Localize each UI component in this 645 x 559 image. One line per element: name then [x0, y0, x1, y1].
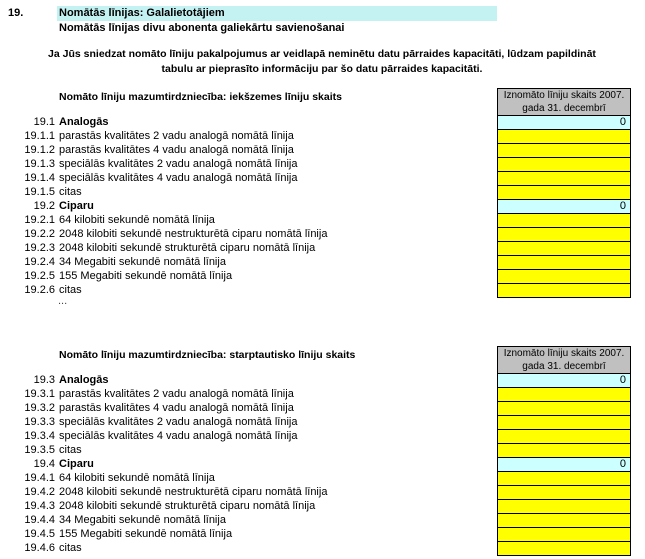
row-label-text: 155 Megabiti sekundē nomātā līnija — [59, 270, 233, 282]
continuation-ellipsis: ... — [58, 295, 68, 307]
input-cell[interactable] — [498, 242, 630, 256]
row-label-text: 34 Megabiti sekundē nomātā līnija — [59, 514, 226, 526]
input-cell[interactable] — [498, 388, 630, 402]
row-label-text: 2048 kilobiti sekundē strukturētā ciparu nomātā līnija — [59, 500, 316, 512]
row-label — [0, 527, 495, 541]
instruction-note-line1: Ja Jūs sniedzat nomāto līniju pakalpojumus ar veidlapā neminētu datu pārraides kapacitāti, lūdzam papildināt — [48, 48, 596, 60]
row-number: 19.3.4 — [24, 430, 55, 442]
values-column-header-line2: gada 31. decembrī — [522, 103, 606, 114]
row-label — [0, 541, 495, 555]
row-label — [0, 415, 495, 429]
row-label-text: speciālās kvalitātes 2 vadu analogā nomātā līnija — [59, 158, 298, 170]
row-label-text: citas — [59, 186, 82, 198]
section-title: Nomāto līniju mazumtirdzniecība: starptautisko līniju skaits — [59, 349, 356, 361]
row-label-text: parastās kvalitātes 2 vadu analogā nomātā līnija — [59, 130, 294, 142]
instruction-note-line2: tabulu ar pieprasīto informāciju par šo datu pārraides kapacitāti. — [161, 63, 483, 75]
input-cell[interactable] — [498, 214, 630, 228]
input-cell[interactable] — [498, 444, 630, 458]
row-label — [0, 129, 495, 143]
row-number: 19.1.2 — [24, 144, 55, 156]
row-number: 19.1.4 — [24, 172, 55, 184]
row-label-text: Analogās — [59, 116, 109, 128]
input-cell[interactable] — [498, 514, 630, 528]
page-title: Nomātās līnijas: Galalietotājiem — [57, 6, 497, 21]
row-label — [0, 255, 495, 269]
row-label — [0, 227, 495, 241]
input-cell[interactable] — [498, 144, 630, 158]
row-label-text: speciālās kvalitātes 4 vadu analogā nomātā līnija — [59, 172, 298, 184]
row-label-text: parastās kvalitātes 4 vadu analogā nomātā līnija — [59, 402, 294, 414]
row-label-text: Ciparu — [59, 200, 94, 212]
row-label-text: 2048 kilobiti sekundē nestrukturētā ciparu nomātā līnija — [59, 486, 328, 498]
values-cells — [498, 116, 630, 297]
row-label — [0, 213, 495, 227]
row-number: 19.4.1 — [24, 472, 55, 484]
row-number: 19.2 — [33, 200, 55, 212]
row-label — [0, 241, 495, 255]
item-number: 19. — [8, 7, 24, 19]
section-title: Nomāto līniju mazumtirdzniecība: iekšzemes līniju skaits — [59, 91, 342, 103]
row-number: 19.4.6 — [24, 542, 55, 554]
row-number: 19.2.3 — [24, 242, 55, 254]
row-label-text: 64 kilobiti sekundē nomātā līnija — [59, 214, 215, 226]
subtotal-cell[interactable]: 0 — [498, 374, 630, 388]
row-number: 19.3.3 — [24, 416, 55, 428]
row-label-text: Ciparu — [59, 458, 94, 470]
row-label — [0, 401, 495, 415]
row-label — [0, 471, 495, 485]
input-cell[interactable] — [498, 228, 630, 242]
values-column — [497, 88, 631, 298]
row-number: 19.2.6 — [24, 284, 55, 296]
row-number: 19.3.1 — [24, 388, 55, 400]
values-column — [497, 346, 631, 556]
row-label — [0, 513, 495, 527]
instruction-note — [22, 47, 622, 77]
values-cells — [498, 374, 630, 555]
row-number: 19.1.1 — [24, 130, 55, 142]
input-cell[interactable] — [498, 130, 630, 144]
row-number: 19.4.5 — [24, 528, 55, 540]
row-label-text: 64 kilobiti sekundē nomātā līnija — [59, 472, 215, 484]
row-label — [0, 171, 495, 185]
values-column-header — [498, 347, 630, 374]
input-cell[interactable] — [498, 284, 630, 297]
row-label — [0, 387, 495, 401]
row-labels-column — [0, 115, 495, 297]
input-cell[interactable] — [498, 256, 630, 270]
subtotal-cell[interactable]: 0 — [498, 200, 630, 214]
input-cell[interactable] — [498, 402, 630, 416]
row-label-text: citas — [59, 284, 82, 296]
row-labels-column — [0, 373, 495, 555]
input-cell[interactable] — [498, 542, 630, 555]
row-number: 19.3.5 — [24, 444, 55, 456]
input-cell[interactable] — [498, 500, 630, 514]
row-label — [0, 185, 495, 199]
row-label-text: speciālās kvalitātes 4 vadu analogā nomātā līnija — [59, 430, 298, 442]
row-label — [0, 373, 495, 387]
row-label — [0, 157, 495, 171]
row-label — [0, 269, 495, 283]
input-cell[interactable] — [498, 486, 630, 500]
row-number: 19.4.4 — [24, 514, 55, 526]
row-number: 19.2.1 — [24, 214, 55, 226]
row-label — [0, 443, 495, 457]
input-cell[interactable] — [498, 528, 630, 542]
row-label-text: citas — [59, 444, 82, 456]
values-column-header-line2: gada 31. decembrī — [522, 361, 606, 372]
row-label-text: parastās kvalitātes 4 vadu analogā nomātā līnija — [59, 144, 294, 156]
subtotal-cell[interactable]: 0 — [498, 458, 630, 472]
input-cell[interactable] — [498, 270, 630, 284]
input-cell[interactable] — [498, 186, 630, 200]
row-label — [0, 115, 495, 129]
row-number: 19.3 — [33, 374, 55, 386]
values-column-header — [498, 89, 630, 116]
row-number: 19.4.2 — [24, 486, 55, 498]
row-label — [0, 143, 495, 157]
row-label — [0, 283, 495, 297]
subtotal-cell[interactable]: 0 — [498, 116, 630, 130]
row-number: 19.1 — [33, 116, 55, 128]
row-label-text: Analogās — [59, 374, 109, 386]
row-label-text: 2048 kilobiti sekundē nestrukturētā ciparu nomātā līnija — [59, 228, 328, 240]
row-label-text: 34 Megabiti sekundē nomātā līnija — [59, 256, 226, 268]
row-label — [0, 199, 495, 213]
row-number: 19.2.4 — [24, 256, 55, 268]
page-subtitle: Nomātās līnijas divu abonenta galiekārtu savienošanai — [59, 22, 345, 34]
section-international-lines — [0, 346, 645, 555]
row-label-text: 2048 kilobiti sekundē strukturētā ciparu nomātā līnija — [59, 242, 316, 254]
row-label — [0, 457, 495, 471]
values-column-header-line1: Iznomāto līniju skaits 2007. — [503, 90, 625, 101]
row-label-text: citas — [59, 542, 82, 554]
row-label-text: 155 Megabiti sekundē nomātā līnija — [59, 528, 233, 540]
section-domestic-lines — [0, 88, 645, 297]
row-label — [0, 485, 495, 499]
row-number: 19.4 — [33, 458, 55, 470]
row-label — [0, 429, 495, 443]
input-cell[interactable] — [498, 472, 630, 486]
input-cell[interactable] — [498, 416, 630, 430]
row-number: 19.1.5 — [24, 186, 55, 198]
values-column-header-line1: Iznomāto līniju skaits 2007. — [503, 348, 625, 359]
row-number: 19.1.3 — [24, 158, 55, 170]
row-number: 19.3.2 — [24, 402, 55, 414]
row-label-text: parastās kvalitātes 2 vadu analogā nomātā līnija — [59, 388, 294, 400]
input-cell[interactable] — [498, 430, 630, 444]
row-number: 19.2.5 — [24, 270, 55, 282]
row-label-text: speciālās kvalitātes 2 vadu analogā nomātā līnija — [59, 416, 298, 428]
row-number: 19.2.2 — [24, 228, 55, 240]
row-label — [0, 499, 495, 513]
input-cell[interactable] — [498, 158, 630, 172]
input-cell[interactable] — [498, 172, 630, 186]
row-number: 19.4.3 — [24, 500, 55, 512]
